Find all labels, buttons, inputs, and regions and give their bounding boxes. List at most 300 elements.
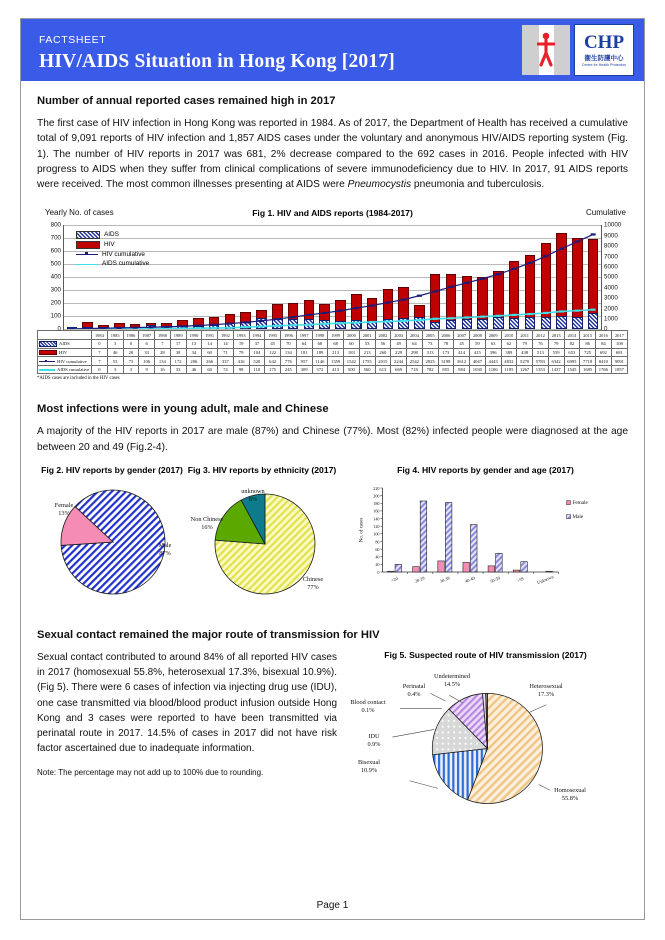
- table-value-cell: 76: [533, 340, 549, 349]
- legend-item-hiv-cumulative: [76, 250, 149, 260]
- year-cell: 2003: [391, 331, 407, 340]
- table-row-label: HIV: [38, 348, 92, 357]
- fig1-left-tick: 0: [57, 325, 61, 333]
- section3-row: [37, 650, 628, 813]
- fig4-x-tick: Unknown: [536, 574, 555, 586]
- fig4-y-tick: 40: [375, 554, 380, 560]
- table-value-cell: 62: [501, 340, 517, 349]
- fig1-right-tick: 2000: [604, 305, 618, 313]
- table-value-cell: 416: [233, 357, 249, 366]
- table-value-cell: 2542: [407, 357, 423, 366]
- fig1-bar-group: [364, 225, 380, 329]
- fig4-legend-swatch-icon: [567, 501, 571, 505]
- table-value-cell: 82: [564, 340, 580, 349]
- table-value-cell: 313: [422, 348, 438, 357]
- table-value-cell: 3612: [454, 357, 470, 366]
- fig4-y-tick: 140: [373, 516, 380, 522]
- table-value-cell: 68: [312, 340, 328, 349]
- fig4-y-tick: 120: [373, 524, 380, 530]
- table-value-cell: 28: [155, 348, 171, 357]
- fig1-bar-group: [269, 225, 285, 329]
- table-value-cell: 1267: [517, 365, 533, 374]
- fig1-aids-bar: [572, 317, 583, 330]
- table-value-cell: 1030: [470, 365, 486, 374]
- fig1-aids-bar: [556, 316, 567, 329]
- table-row: [38, 340, 628, 349]
- table-value-cell: 33: [170, 365, 186, 374]
- fig1-bar-group: [570, 225, 586, 329]
- fig4-bar-chart: [343, 482, 628, 594]
- legend-label: AIDS cumulative: [102, 260, 150, 268]
- fig1-bar-group: [475, 225, 491, 329]
- fig4-bar: [438, 561, 445, 572]
- fig1-aids-bar: [398, 318, 409, 329]
- aids-cumulative-line-icon: [76, 261, 98, 267]
- fig4-x-tick: <20: [390, 576, 399, 584]
- s1-text-a: The first case of HIV infection in Hong Kong was reported in 1984. As of 2017, the Department of Health has received a cumulative total of 9,091 reports of HIV infection and 1,857 AIDS cases under the voluntary and anonymous HIV/AIDS reporting system (Fig. 1). The number of HIV reports in 2017 was 681, 2% decrease compared to the 692 cases in 2016. People infected with HIV progress to AIDS when they suffer from clinical complications of severe immunodeficiency due to HIV. In 2017, 91 AIDS reports were received. The most common illnesses presenting at AIDS were: [37, 118, 628, 191]
- fig1-aids-bar: [541, 317, 552, 330]
- fig1-bar-group: [506, 225, 522, 329]
- table-value-cell: 2825: [422, 357, 438, 366]
- section1-paragraph: [37, 116, 628, 192]
- fig4-legend-label: Male: [572, 514, 584, 521]
- s1-text-b: pneumonia and tuberculosis.: [411, 179, 545, 191]
- fig1-left-tick: 300: [50, 286, 61, 294]
- table-value-cell: 438: [517, 348, 533, 357]
- header-text-block: [21, 19, 522, 81]
- fig1-aids-bar: [82, 327, 93, 329]
- table-value-cell: 669: [391, 365, 407, 374]
- year-cell: 2001: [359, 331, 375, 340]
- fig1-aids-bar: [98, 327, 109, 329]
- fig1-aids-bar: [493, 317, 504, 329]
- table-row-label: AIDS: [38, 340, 92, 349]
- fig1-aids-bar: [130, 327, 141, 330]
- fig4-bar: [445, 503, 452, 572]
- table-value-cell: 776: [281, 357, 297, 366]
- table-value-cell: 5783: [533, 357, 549, 366]
- s1-text-italic: Pneumocystis: [347, 179, 412, 191]
- year-cell: 1985: [107, 331, 123, 340]
- fig1-aids-bar: [462, 319, 473, 329]
- table-row: [38, 357, 628, 366]
- year-cell: 2010: [501, 331, 517, 340]
- fig4-y-tick: 200: [373, 493, 380, 499]
- fig1-bar-group: [538, 225, 554, 329]
- year-cell: 1995: [265, 331, 281, 340]
- table-value-cell: 7: [92, 348, 108, 357]
- table-value-cell: 855: [438, 365, 454, 374]
- section3-block: [37, 629, 628, 813]
- table-value-cell: 64: [407, 340, 423, 349]
- fig1-plot-area: [63, 225, 602, 330]
- table-value-cell: 782: [422, 365, 438, 374]
- table-value-cell: 53: [359, 340, 375, 349]
- table-value-cell: 2015: [375, 357, 391, 366]
- year-cell: 2008: [470, 331, 486, 340]
- fig1-bar-group: [522, 225, 538, 329]
- fig4-bar: [513, 570, 520, 572]
- table-value-cell: 9091: [611, 357, 627, 366]
- fig1-bar-group: [301, 225, 317, 329]
- fig5-pie-area: [343, 663, 628, 813]
- fig1-bar-group: [175, 225, 191, 329]
- fig1-aids-bar: [525, 317, 536, 329]
- section3-heading: Sexual contact remained the major route of transmission for HIV: [37, 629, 380, 642]
- fig1-bar-group: [190, 225, 206, 329]
- fig1-aids-bar: [256, 318, 267, 329]
- table-value-cell: 33: [139, 348, 155, 357]
- table-value-cell: 1545: [564, 365, 580, 374]
- fig4-bar: [470, 525, 477, 572]
- table-value-cell: 63: [485, 340, 501, 349]
- year-cell: 1993: [233, 331, 249, 340]
- fig4-bar: [546, 571, 553, 572]
- table-value-cell: 6: [139, 340, 155, 349]
- page-header: [21, 19, 644, 81]
- fig4-y-axis-label: No. of cases: [359, 517, 365, 543]
- table-value-cell: 2244: [391, 357, 407, 366]
- fig1-plot-row: [37, 221, 628, 333]
- fig4-bar: [488, 566, 495, 572]
- fig1-right-tick: 4000: [604, 284, 618, 292]
- table-value-cell: 7: [92, 357, 108, 366]
- table-value-cell: 984: [454, 365, 470, 374]
- fig5-label-perinatal: Perinatal 0.4%: [402, 683, 426, 699]
- table-value-cell: 389: [501, 348, 517, 357]
- fig1-aids-bar: [588, 313, 599, 329]
- table-value-cell: 6995: [564, 357, 580, 366]
- table-value-cell: 692: [596, 348, 612, 357]
- fig1-bar-group: [317, 225, 333, 329]
- fig1-bar-group: [585, 225, 601, 329]
- fig1-aids-bar: [161, 326, 172, 330]
- fig1-right-tick: 1000: [604, 315, 618, 323]
- section2-heading: Most infections were in young adult, male and Chinese: [37, 403, 329, 416]
- year-cell: 2009: [485, 331, 501, 340]
- table-value-cell: 84: [596, 340, 612, 349]
- table-value-cell: 17: [170, 340, 186, 349]
- table-value-cell: 6342: [548, 357, 564, 366]
- table-row: [38, 348, 628, 357]
- fig1-aids-bar: [146, 325, 157, 329]
- fig5-label-idu: IDU 0.9%: [367, 733, 381, 749]
- dh-person-logo-icon: [522, 25, 570, 75]
- fig4-bar: [463, 563, 470, 573]
- table-value-cell: 1542: [344, 357, 360, 366]
- table-value-cell: 110: [249, 365, 265, 374]
- table-value-cell: 189: [312, 348, 328, 357]
- year-cell: 1988: [155, 331, 171, 340]
- table-value-cell: 64: [296, 340, 312, 349]
- fig1-aids-bar: [240, 322, 251, 330]
- table-value-cell: 14: [218, 340, 234, 349]
- legend-item-hiv: [76, 240, 149, 250]
- fig4-y-tick: 220: [373, 485, 380, 491]
- table-value-cell: 415: [470, 348, 486, 357]
- table-value-cell: 3: [123, 365, 139, 374]
- table-value-cell: 14: [202, 340, 218, 349]
- fig4-y-tick: 0: [377, 569, 380, 575]
- table-value-cell: 38: [170, 348, 186, 357]
- year-cell: 2007: [454, 331, 470, 340]
- table-row-years: [38, 331, 628, 340]
- year-cell: 2013: [548, 331, 564, 340]
- table-value-cell: 60: [344, 340, 360, 349]
- chp-chinese-text: 衞生防護中心: [584, 55, 624, 62]
- fig4-bar: [420, 501, 427, 572]
- eyebrow-label: FACTSHEET: [39, 33, 107, 46]
- year-cell: 2011: [517, 331, 533, 340]
- hiv-swatch-icon: [76, 241, 100, 249]
- year-cell: 2006: [438, 331, 454, 340]
- page-frame: [20, 18, 645, 920]
- fig1-right-tick: 10000: [604, 221, 622, 229]
- fig1-left-tick: 100: [50, 312, 61, 320]
- table-value-cell: 414: [454, 348, 470, 357]
- table-value-cell: 245: [281, 365, 297, 374]
- fig1-bar-group: [159, 225, 175, 329]
- fig3-label-chinese: Chinese 77%: [302, 576, 324, 592]
- fig1-right-axis: [602, 221, 628, 333]
- year-cell: 2005: [422, 331, 438, 340]
- table-value-cell: 266: [202, 357, 218, 366]
- section3-text-col: [37, 650, 337, 813]
- fig1-aids-bar: [367, 321, 378, 329]
- table-value-cell: 9: [139, 365, 155, 374]
- table-value-cell: 181: [296, 348, 312, 357]
- table-value-cell: 56: [375, 340, 391, 349]
- person-glyph-icon: [537, 32, 555, 68]
- section2-paragraph: A majority of the HIV reports in 2017 are male (87%) and Chinese (77%). Most (82%) infected people were diagnosed at the age between 20 and 49 (Fig.2-4).: [37, 426, 628, 453]
- table-value-cell: 78: [438, 340, 454, 349]
- table-value-cell: 396: [485, 348, 501, 357]
- table-value-cell: 60: [202, 365, 218, 374]
- fig1-aids-bar: [351, 320, 362, 329]
- table-value-cell: 7: [155, 340, 171, 349]
- chp-logo-icon: [574, 24, 634, 76]
- year-cell: 1986: [123, 331, 139, 340]
- section3-paragraph: Sexual contact contributed to around 84% of all reported HIV cases in 2017 (homosexual 55.8%, heterosexual 17.3%, bisexual 10.9%). (Fig 5). There were 6 cases of infection via injecting drug use (IDU), one case transmitted via blood/blood product infusion outside Hong Kong and 3 cases were reported to have been transmitted via perinatal route in 2017. 14.5% of cases in 2017 did not have risk factor ascertained due to inadequate information.: [37, 652, 337, 755]
- fig4-x-tick: 50-59: [489, 575, 501, 584]
- section1-heading: Number of annual reported cases remained high in 2017: [37, 95, 336, 107]
- table-value-cell: 37: [249, 340, 265, 349]
- chp-english-text: Centre for Health Protection: [581, 63, 627, 67]
- fig1-right-tick: 0: [604, 325, 608, 333]
- table-value-cell: 122: [265, 348, 281, 357]
- fig4-y-tick: 60: [375, 546, 380, 552]
- table-value-cell: 298: [407, 348, 423, 357]
- year-cell: 1999: [328, 331, 344, 340]
- table-value-cell: 1353: [533, 365, 549, 374]
- table-value-cell: 68: [328, 340, 344, 349]
- table-value-cell: 718: [407, 365, 423, 374]
- table-value-cell: 0: [123, 340, 139, 349]
- year-cell: 2016: [596, 331, 612, 340]
- fig1-bar-group: [443, 225, 459, 329]
- year-cell: 1984: [92, 331, 108, 340]
- hiv-swatch-icon: [39, 350, 57, 356]
- table-value-cell: 559: [548, 348, 564, 357]
- fig4-bar: [496, 553, 503, 572]
- year-cell: 2002: [375, 331, 391, 340]
- fig1-bar-group: [238, 225, 254, 329]
- fig1-bar-group: [380, 225, 396, 329]
- table-value-cell: 1766: [596, 365, 612, 374]
- fig1-aids-bar: [414, 317, 425, 329]
- table-value-cell: 106: [139, 357, 155, 366]
- table-value-cell: 134: [155, 357, 171, 366]
- table-value-cell: 49: [391, 340, 407, 349]
- table-value-cell: 1106: [485, 365, 501, 374]
- page-content: [21, 81, 644, 813]
- year-cell: 1989: [170, 331, 186, 340]
- table-value-cell: 104: [249, 348, 265, 357]
- table-value-cell: 86: [580, 340, 596, 349]
- fig1-bar-group: [412, 225, 428, 329]
- fig1-header: [37, 208, 628, 222]
- table-value-cell: 175: [265, 365, 281, 374]
- fig3-label-nonchinese: Non Chinese 16%: [190, 516, 224, 532]
- fig3-block: [187, 465, 337, 605]
- fig1-aids-bar: [225, 323, 236, 330]
- fig5-label-heterosexual: Heterosexual 17.3%: [529, 683, 563, 699]
- table-value-cell: 642: [265, 357, 281, 366]
- fig2-label-female: Female 13%: [54, 502, 74, 518]
- year-cell: 2000: [344, 331, 360, 340]
- fig4-y-tick: 160: [373, 508, 380, 514]
- year-cell: 2014: [564, 331, 580, 340]
- fig3-title: Fig 3. HIV reports by ethnicity (2017): [187, 465, 337, 476]
- table-value-cell: 53: [107, 357, 123, 366]
- page-number: Page 1: [316, 900, 349, 911]
- table-value-cell: 16: [155, 365, 171, 374]
- fig2-block: [37, 465, 187, 605]
- year-cell: 1992: [218, 331, 234, 340]
- table-value-cell: 5270: [517, 357, 533, 366]
- table-value-cell: 213: [359, 348, 375, 357]
- fig1-aids-bar: [430, 322, 441, 330]
- table-value-cell: 1185: [501, 365, 517, 374]
- table-value-cell: 8410: [596, 357, 612, 366]
- section3-note: Note: The percentage may not add up to 100% due to rounding.: [37, 768, 264, 778]
- table-value-cell: 4047: [470, 357, 486, 366]
- table-value-cell: 45: [265, 340, 281, 349]
- fig1-legend: [76, 230, 149, 268]
- fig1-aids-bar: [304, 319, 315, 330]
- hc-swatch-icon: [39, 360, 55, 364]
- hiv-cumulative-line-icon: [76, 251, 98, 257]
- table-value-cell: 1755: [359, 357, 375, 366]
- table-value-cell: 79: [548, 340, 564, 349]
- table-value-cell: 206: [186, 357, 202, 366]
- fig1-aids-bar: [509, 318, 520, 330]
- fig1-block: [37, 208, 628, 381]
- table-value-cell: 372: [312, 365, 328, 374]
- fig1-aids-bar: [383, 319, 394, 329]
- fig4-legend-swatch-icon: [567, 515, 571, 519]
- fig1-bar-group: [427, 225, 443, 329]
- fig4-bar: [521, 562, 528, 572]
- fig1-footnote: *AIDS cases are included in the HIV cases: [37, 376, 120, 382]
- legend-item-aids-cumulative: [76, 259, 149, 269]
- fig1-aids-bar: [67, 327, 78, 329]
- table-value-cell: 229: [391, 348, 407, 357]
- fig1-aids-bar: [477, 319, 488, 329]
- table-value-cell: 309: [296, 365, 312, 374]
- table-value-cell: 98: [233, 365, 249, 374]
- fig1-data-table: [37, 330, 628, 374]
- table-value-cell: 3198: [438, 357, 454, 366]
- fig1-left-tick: 600: [50, 247, 61, 255]
- table-value-cell: 413: [328, 365, 344, 374]
- fig1-right-axis-label: Cumulative: [585, 208, 626, 218]
- table-row: [38, 365, 628, 374]
- fig2-title: Fig 2. HIV reports by gender (2017): [41, 465, 183, 476]
- fig4-block: [337, 465, 628, 605]
- table-value-cell: 1857: [611, 365, 627, 374]
- year-cell: 1997: [296, 331, 312, 340]
- fig1-aids-bar: [209, 325, 220, 329]
- table-value-cell: 520: [249, 357, 265, 366]
- table-value-cell: 653: [564, 348, 580, 357]
- fig4-x-tick: 40-49: [464, 575, 476, 584]
- table-value-cell: 0: [92, 365, 108, 374]
- fig1-title: Fig 1. HIV and AIDS reports (1984-2017): [252, 208, 413, 219]
- fig1-bar-group: [459, 225, 475, 329]
- aids-swatch-icon: [39, 341, 57, 347]
- table-value-cell: 725: [580, 348, 596, 357]
- fig1-right-tick: 3000: [604, 294, 618, 302]
- fig4-y-tick: 180: [373, 501, 380, 507]
- fig1-bar-group: [491, 225, 507, 329]
- table-value-cell: 1359: [328, 357, 344, 366]
- fig1-bar-group: [348, 225, 364, 329]
- table-value-cell: 4832: [501, 357, 517, 366]
- table-value-cell: 957: [296, 357, 312, 366]
- fig4-y-tick: 20: [375, 562, 380, 568]
- table-value-cell: 71: [218, 348, 234, 357]
- fig1-aids-bar: [193, 326, 204, 330]
- year-cell: 2015: [580, 331, 596, 340]
- fig1-right-tick: 7000: [604, 253, 618, 261]
- table-value-cell: 59: [470, 340, 486, 349]
- fig1-aids-bar: [288, 319, 299, 330]
- table-value-cell: 134: [281, 348, 297, 357]
- fig1-right-tick: 9000: [604, 232, 618, 240]
- year-cell: 2004: [407, 331, 423, 340]
- year-cell: 2012: [533, 331, 549, 340]
- table-value-cell: 46: [186, 365, 202, 374]
- table-value-cell: 79: [517, 340, 533, 349]
- fig4-title: Fig 4. HIV reports by gender and age (2017): [397, 465, 574, 476]
- year-cell: 1991: [202, 331, 218, 340]
- fig1-bar-group: [254, 225, 270, 329]
- fig1-aids-bar: [335, 321, 346, 330]
- table-value-cell: 213: [328, 348, 344, 357]
- table-value-cell: 172: [170, 357, 186, 366]
- fig3-label-unknown: unknown 8%: [241, 488, 265, 504]
- table-value-cell: 70: [281, 340, 297, 349]
- table-value-cell: 74: [218, 365, 234, 374]
- fig4-bar: [395, 564, 402, 572]
- table-value-cell: 3: [107, 340, 123, 349]
- fig1-aids-bar: [272, 319, 283, 329]
- table-value-cell: 1146: [312, 357, 328, 366]
- table-value-cell: 337: [218, 357, 234, 366]
- fig5-block: [337, 650, 628, 813]
- fig2-label-male: Male 87%: [158, 542, 172, 558]
